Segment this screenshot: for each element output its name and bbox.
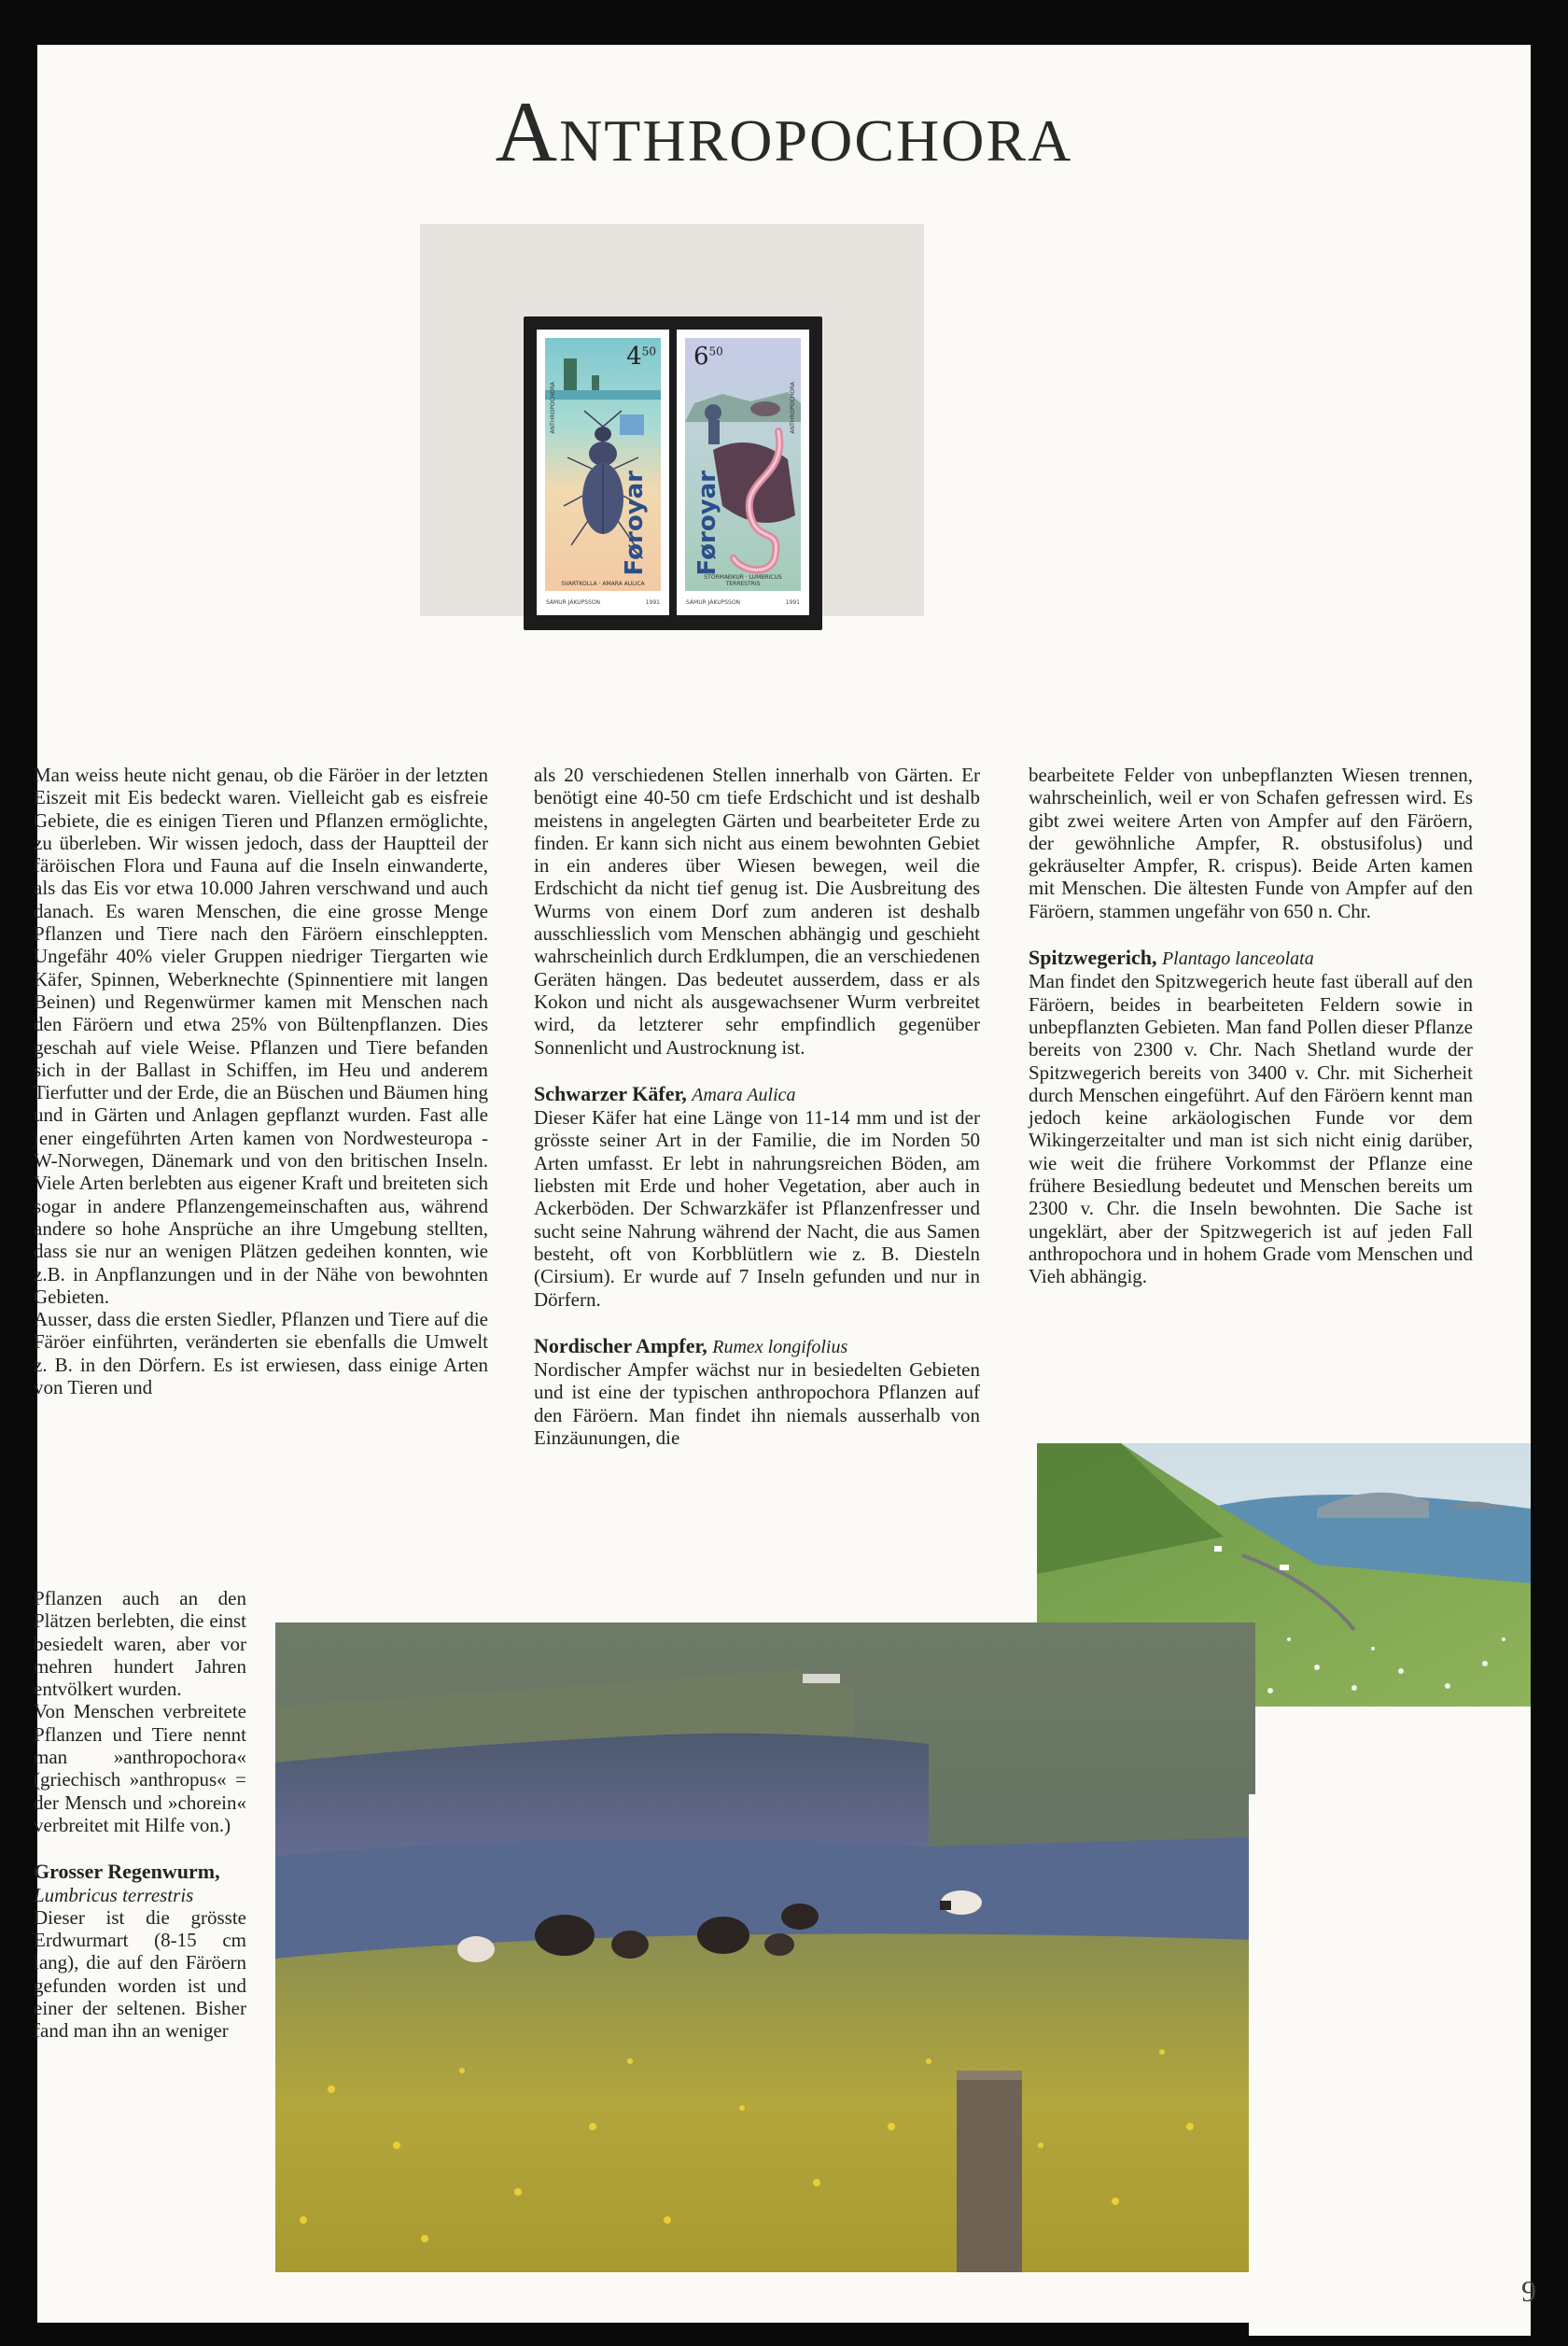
- heading-black-beetle: Schwarzer Käfer, Amara Aulica: [534, 1081, 796, 1105]
- stamp-beetle-vertical-text: ANTHROPOCHORA: [550, 382, 556, 434]
- stamp-earthworm-vertical-text: ANTHROPOCHORA: [790, 382, 796, 434]
- paragraph-settlers: Ausser, dass die ersten Siedler, Pflanzen und Tiere auf die Färöer einführten, veränderten sie ebenfalls die Umwelt z. B. in den Dörfern. Es ist erwiesen, dass einige Arten von Tieren und: [34, 1308, 488, 1399]
- stamp-beetle-value: $4^{50}$: [626, 343, 656, 371]
- text-column-2: [534, 764, 980, 1449]
- stamp-beetle-designer: SÁMUR JÁKUPSSON: [546, 599, 601, 606]
- stamp-earthworm-designer: SÁMUR JÁKUPSSON: [686, 599, 741, 606]
- stamp-earthworm-imprint: [686, 599, 800, 606]
- page-title: Anthropochora: [495, 84, 1073, 179]
- text-column-1-narrow: [34, 1587, 246, 2043]
- page-margin-block: [1249, 1794, 1531, 2336]
- stamp-strip: [524, 316, 822, 630]
- paragraph-nordic-dock-continued: bearbeitete Felder von unbepflanzten Wiesen trennen, wahrscheinlich, weil er von Schafen gefressen wird. Es gibt zwei weitere Arten von Ampfer auf den Färöern, der gewöhnliche Ampfer, R. obstusifolus) und gekräuselter Ampfer, R. crispus). Beide Arten kamen mit Menschen. Die ältesten Funde von Ampfer auf den Färöern, stammen ungefähr von 650 n. Chr.: [1029, 764, 1473, 922]
- sheep-pasture-image: [275, 1623, 1255, 2272]
- paragraph-intro: Man weiss heute nicht genau, ob die Färöer in der letzten Eiszeit mit Eis bedeckt waren. Vielleicht gab es eisfreie Gebiete, die es einigen Tieren und Pflanzen ermöglichte, zu überleben. Wir wissen jedoch, dass der Hauptteil der färöischen Flora und Fauna auf die Inseln einwanderte, als das Eis vor etwa 10.000 Jahren verschwand und auch danach. Es waren Menschen, die eine grosse Menge Pflanzen und Tiere nach den Färöern einschleppten. Ungefähr 40% vieler Gruppen niedriger Tiergarten wie Käfer, Spinnen, Weberknechte (Spinnentiere mit langen Beinen) und Regenwürmer kamen mit Menschen nach den Färöern und etwa 25% von Bültenpflanzen. Dies geschah auf viele Weise. Pflanzen und Tiere befanden sich in der Ballast in Schiffen, im Heu und anderem Tierfutter und der Erde, die an Büschen und Bäumen hing und in Gärten und Anlagen gepflanzt wurden. Fast alle jener eingeführten Arten kamen von Nordwesteuropa - W-Norwegen, Dänemark und von den britischen Inseln. Viele Arten berlebten aus eigener Kraft und breiteten sich sogar in andere Pflanzengemeinschaften aus, während andere so hohe Ansprüche an ihre Umgebung stellten, dass sie nur an wenigen Plätzen gedeihen konnten, wie z.B. in Anpflanzungen und in der Nähe von bewohnten Gebieten.: [34, 764, 488, 1308]
- paragraph-anthropochora-definition: Von Menschen verbreitete Pflanzen und Tiere nennt man »anthropochora« (griechisch »anthropus« = der Mensch und »chorein« verbreitet mit Hilfe von.): [34, 1700, 246, 1836]
- text-column-1: [34, 764, 488, 1398]
- album-page: [34, 45, 1536, 2323]
- paragraph-abandoned-places: Pflanzen auch an den Plätzen berlebten, die einst besiedelt waren, aber vor mehren hundert Jahren entvölkert wurden.: [34, 1587, 246, 1701]
- heading-earthworm-latin: Lumbricus terrestris: [34, 1883, 194, 1906]
- stamp-beetle: [537, 330, 669, 615]
- page-number: 9: [1521, 2274, 1536, 2308]
- paragraph-black-beetle: Dieser Käfer hat eine Länge von 11-14 mm und ist der grösste seiner Art in der Familie, die im Norden 50 Arten umfasst. Er lebt in nahrungsreichen Böden, am liebsten mit Erde und hoher Vegetation, aber auch in Ackerböden. Der Schwarzkäfer ist Pflanzenfresser und sucht seine Nahrung während der Nacht, die aus Samen besteht, oft von Korbblütlern wie z. B. Diesteln (Cirsium). Er wurde auf 7 Inseln gefunden und nur in Dörfern.: [534, 1106, 980, 1311]
- stamp-beetle-country: Føroyar: [621, 471, 649, 576]
- stamp-beetle-year: 1991: [645, 599, 660, 606]
- paragraph-earthworm: Dieser ist die grösste Erdwurmart (8-15 cm lang), die auf den Färöern gefunden worden ist und einer der seltenen. Bisher fand man ihn an weniger: [34, 1905, 246, 2043]
- stamp-earthworm-year: 1991: [785, 599, 800, 606]
- stamp-earthworm: [677, 330, 809, 615]
- stamp-beetle-imprint: [546, 599, 660, 606]
- heading-plantain: Spitzwegerich, Plantago lanceolata: [1029, 946, 1314, 970]
- heading-earthworm: Grosser Regenwurm,: [34, 1860, 220, 1884]
- paragraph-plantain: Man findet den Spitzwegerich heute fast überall auf den Färöern, beides in bearbeiteten Feldern sowie in unbepflanzten Gebieten. Man fand Pollen dieser Pflanze bereits von 2300 v. Chr. Nach Shetland wurde der Spitzwegerich bereits von 3400 v. Chr. mit Sicherheit durch Menschen eingeführt. Auf den Färöern kennt man jedoch keine arkäologischen Funde vor dem Wikingerzeitalter und man ist sich nicht einig darüber, wie weit die frühere Vorkommst der Pflanze eine frühere Besiedlung bedeutet und Menschen bereits um 2300 v. Chr. die Inseln bewohnten. Die Sache ist ungeklärt, aber der Spitzwegerich ist auf jeden Fall anthropochora und in hohem Grade vom Menschen und Vieh abhängig.: [1029, 970, 1473, 1288]
- paragraph-earthworm-continued: als 20 verschiedenen Stellen innerhalb von Gärten. Er benötigt eine 40-50 cm tiefe Erdschicht und ist deshalb meistens in angelegten Gärten und bearbeiteter Erde zu finden. Er kann sich nicht aus einem bewohnten Gebiet in ein anderes über Wiesen bewegen, weil die Erdschicht da nicht tief genug ist. Die Ausbreitung des Wurms von einem Dorf zum anderen ist deshalb ausschliesslich vom Menschen abhängig und geschieht wahrscheinlich durch Erdklumpen, die an verschiedenen Geräten hängen. Das bedeutet ausserdem, dass er als Kokon und nicht als ausgewachsener Wurm verbreitet wird, da letzterer sehr empfindlich gegenüber Sonnenlicht und Austrocknung ist.: [534, 764, 980, 1059]
- stamp-mount: [420, 224, 924, 616]
- stamp-earthworm-country: Føroyar: [693, 471, 721, 576]
- heading-nordic-dock: Nordischer Ampfer, Rumex longifolius: [534, 1333, 848, 1357]
- stamp-earthworm-value: $6^{50}$: [693, 343, 723, 371]
- stamp-beetle-caption: SVARTKOLLA · AMARA AULICA: [561, 581, 645, 587]
- stamp-earthworm-caption: STÓRMAÐKUR · LUMBRICUS TERRESTRIS: [704, 574, 782, 587]
- photo-sheep-pasture: [275, 1623, 1255, 2272]
- paragraph-nordic-dock: Nordischer Ampfer wächst nur in besiedelten Gebieten und ist eine der typischen anthropochora Pflanzen auf den Färöern. Man findet ihn niemals ausserhalb von Einzäunungen, die: [534, 1358, 980, 1450]
- text-column-3: [1029, 764, 1473, 1288]
